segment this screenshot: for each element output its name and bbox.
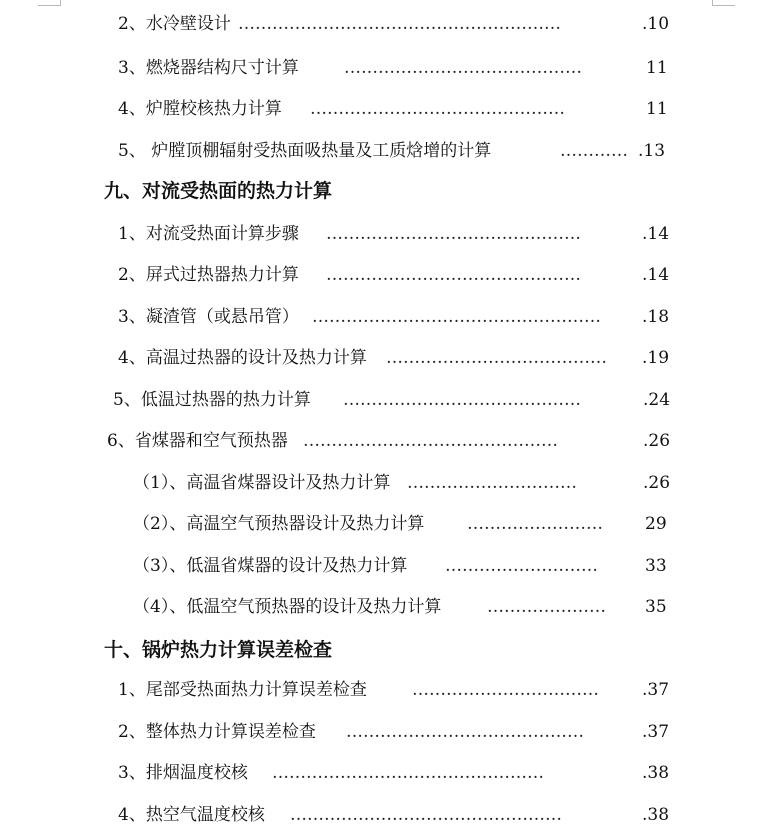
- toc-entry[interactable]: [113, 387, 671, 413]
- toc-page-number: .18: [642, 307, 670, 327]
- toc-page-number: .10: [642, 14, 670, 34]
- toc-leader-dots: …………………………………: [386, 348, 607, 368]
- toc-leader-dots: ………………………………………: [310, 99, 565, 119]
- toc-entry[interactable]: [133, 553, 666, 579]
- toc-leader-dots: ……………………………………: [346, 722, 584, 742]
- toc-entry-title: 4、炉膛校核热力计算: [118, 99, 282, 119]
- toc-entry-title: 1、对流受热面计算步骤: [118, 224, 299, 244]
- toc-leader-dots: ……………………………: [412, 680, 599, 700]
- toc-page-number: .37: [642, 680, 670, 700]
- toc-entry[interactable]: [118, 55, 666, 81]
- toc-entry[interactable]: [133, 594, 666, 620]
- toc-page-number: 35: [645, 597, 667, 617]
- toc-page-number: .14: [642, 265, 670, 285]
- toc-entry[interactable]: [118, 96, 666, 122]
- toc-entry-title: 6、省煤器和空气预热器: [107, 431, 288, 451]
- toc-entry[interactable]: [107, 428, 671, 454]
- toc-entry[interactable]: [118, 304, 670, 330]
- toc-entry[interactable]: [118, 11, 670, 37]
- toc-entry[interactable]: [118, 345, 670, 371]
- toc-entry-title: 3、排烟温度校核: [118, 763, 248, 783]
- toc-page-number: .38: [642, 805, 670, 825]
- toc-entry-title: 5、 炉膛顶棚辐射受热面吸热量及工质焓增的计算: [118, 141, 492, 161]
- toc-page-number: .13: [638, 141, 666, 161]
- toc-entry-title: 3、凝渣管（或悬吊管）: [118, 307, 299, 327]
- toc-page-number: 11: [646, 99, 668, 119]
- page-corner-mark-left: [38, 0, 61, 6]
- toc-entry-title: （3）、低温省煤器的设计及热力计算: [133, 556, 408, 576]
- toc-entry-title: 2、水冷壁设计: [118, 14, 231, 34]
- toc-leader-dots: ………………………: [445, 556, 598, 576]
- toc-page-number: .24: [643, 390, 671, 410]
- toc-page-number: .37: [642, 722, 670, 742]
- toc-entry[interactable]: [118, 719, 670, 745]
- toc-page-number: .19: [642, 348, 670, 368]
- toc-entry[interactable]: [118, 802, 670, 828]
- toc-page-number: 29: [645, 514, 667, 534]
- toc-entry[interactable]: [133, 511, 666, 537]
- toc-section-heading[interactable]: 九、对流受热面的热力计算: [104, 180, 333, 202]
- toc-leader-dots: ……………………………………: [344, 58, 582, 78]
- toc-leader-dots: …………: [560, 141, 628, 161]
- toc-entry[interactable]: [118, 221, 670, 247]
- toc-leader-dots: ……………………………………………: [312, 307, 601, 327]
- toc-entry[interactable]: [118, 262, 670, 288]
- toc-leader-dots: ………………………………………: [326, 224, 581, 244]
- toc-leader-dots: ……………………………………: [343, 390, 581, 410]
- toc-entry-title: 1、尾部受热面热力计算误差检查: [118, 680, 367, 700]
- toc-leader-dots: …………………………………………: [272, 763, 544, 783]
- toc-entry-title: （1）、高温省煤器设计及热力计算: [133, 473, 391, 493]
- toc-leader-dots: …………………………………………: [290, 805, 562, 825]
- toc-entry[interactable]: [133, 470, 671, 496]
- toc-entry[interactable]: [118, 760, 670, 786]
- toc-page-number: .14: [642, 224, 670, 244]
- toc-leader-dots: …………………………………………………: [238, 14, 561, 34]
- toc-leader-dots: ……………………: [467, 514, 603, 534]
- toc-page-number: .26: [643, 473, 671, 493]
- toc-entry-title: （2）、高温空气预热器设计及热力计算: [133, 514, 425, 534]
- toc-page-number: .26: [643, 431, 671, 451]
- toc-section-heading[interactable]: 十、锅炉热力计算误差检查: [104, 639, 333, 661]
- toc-entry-title: 2、屏式过热器热力计算: [118, 265, 299, 285]
- toc-page-number: 11: [646, 58, 668, 78]
- page-corner-mark-right: [712, 0, 735, 6]
- toc-leader-dots: ………………………………………: [303, 431, 558, 451]
- toc-page-number: 33: [645, 556, 667, 576]
- toc-leader-dots: …………………: [487, 597, 606, 617]
- toc-entry-title: 3、燃烧器结构尺寸计算: [118, 58, 299, 78]
- toc-entry-title: 4、高温过热器的设计及热力计算: [118, 348, 367, 368]
- toc-leader-dots: …………………………: [407, 473, 577, 493]
- toc-entry-title: 4、热空气温度校核: [118, 805, 265, 825]
- toc-entry-title: 2、整体热力计算误差检查: [118, 722, 316, 742]
- toc-leader-dots: ………………………………………: [326, 265, 581, 285]
- toc-entry-title: 5、低温过热器的热力计算: [113, 390, 311, 410]
- toc-entry[interactable]: [118, 138, 666, 164]
- toc-page-number: .38: [642, 763, 670, 783]
- toc-entry[interactable]: [118, 677, 670, 703]
- toc-entry-title: （4）、低温空气预热器的设计及热力计算: [133, 597, 442, 617]
